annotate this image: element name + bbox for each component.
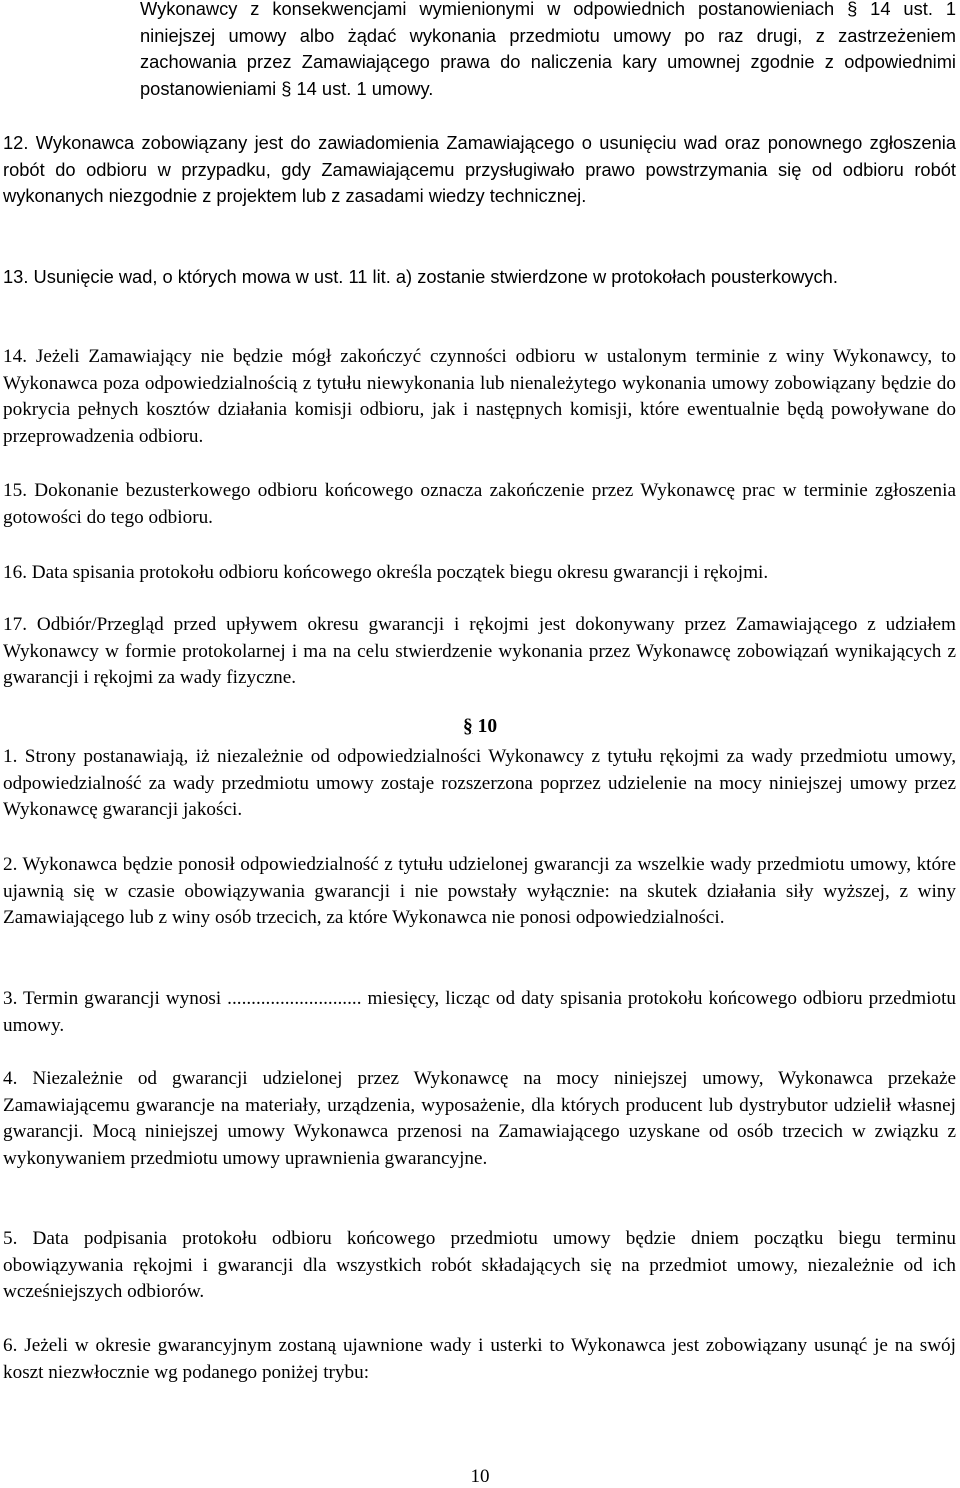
paragraph-17: 17. Odbiór/Przegląd przed upływem okresu gwarancji i rękojmi jest dokonywany przez Zamawiającego z udziałem Wykonawcy w formie protokolarnej i ma na celu stwierdzenie wykonania przez Wykonawcę zobowiązań wynikających z gwarancji i rękojmi za wady fizyczne. — [3, 614, 956, 689]
paragraph-continuation: Wykonawcy z konsekwencjami wymienionymi w odpowiednich postanowieniach § 14 ust. 1 niniejszej umowy albo żądać wykonania przedmiotu umowy po raz drugi, z zastrzeżeniem zachowania przez Zamawiającego prawa do naliczenia kary umownej zgodnie z odpowiednimi postanowieniami § 14 ust. 1 umowy. — [140, 0, 956, 100]
paragraph-13: 13. Usunięcie wad, o których mowa w ust. 11 lit. a) zostanie stwierdzone w protokołach pousterkowych. — [3, 266, 838, 287]
paragraph-12: 12. Wykonawca zobowiązany jest do zawiadomienia Zamawiającego o usunięciu wad oraz ponownego zgłoszenia robót do odbioru w przypadku, gdy Zamawiającemu przysługiwało prawo powstrzymania się od odbioru robót wykonanych niezgodnie z projektem lub z zasadami wiedzy technicznej. — [3, 132, 956, 207]
section-heading — [0, 716, 960, 738]
paragraph-15: 15. Dokonanie bezusterkowego odbioru końcowego oznacza zakończenie przez Wykonawcę prac w terminie zgłoszenia gotowości do tego odbioru. — [3, 480, 956, 528]
section10-paragraph-2: 2. Wykonawca będzie ponosił odpowiedzialność z tytułu udzielonej gwarancji za wszelkie wady przedmiotu umowy, które ujawnią się w czasie obowiązywania gwarancji i nie powstały wyłącznie: na skutek działania siły wyższej, z winy Zamawiającego lub z winy osób trzecich, za które Wykonawca nie ponosi odpowiedzialności. — [3, 854, 956, 929]
section-number: 10 — [477, 716, 498, 737]
section10-paragraph-3: 3. Termin gwarancji wynosi ............................ miesięcy, licząc od daty spisania protokołu końcowego odbioru przedmiotu umowy. — [3, 988, 956, 1036]
page-number: 10 — [470, 1466, 490, 1487]
section10-paragraph-4: 4. Niezależnie od gwarancji udzielonej przez Wykonawcę na mocy niniejszej umowy, Wykonawca przekaże Zamawiającemu gwarancje na materiały, urządzenia, wyposażenie, dla których producent lub dystrybutor udzielił własnej gwarancji. Mocą niniejszej umowy Wykonawca przenosi na Zamawiającego uzyskane od osób trzecich w związku z wykonywaniem przedmiotu umowy uprawnienia gwarancyjne. — [3, 1068, 956, 1170]
section10-paragraph-6: 6. Jeżeli w okresie gwarancyjnym zostaną ujawnione wady i usterki to Wykonawca jest zobowiązany usunąć je na swój koszt niezwłocznie wg podanego poniżej trybu: — [3, 1335, 956, 1383]
section10-paragraph-5: 5. Data podpisania protokołu odbioru końcowego przedmiotu umowy będzie dniem początku biegu terminu obowiązywania rękojmi i gwarancji dla wszystkich robót składających się na przedmiot umowy, niezależnie od ich wcześniejszych odbiorów. — [3, 1228, 956, 1303]
section10-paragraph-1: 1. Strony postanawiają, iż niezależnie od odpowiedzialności Wykonawcy z tytułu rękojmi za wady przedmiotu umowy, odpowiedzialność za wady przedmiotu umowy zostaje rozszerzona poprzez udzielenie na mocy niniejszej umowy przez Wykonawcę gwarancji jakości. — [3, 746, 956, 821]
paragraph-16: 16. Data spisania protokołu odbioru końcowego określa początek biegu okresu gwarancji i rękojmi. — [3, 562, 769, 583]
section-symbol: § — [462, 716, 473, 737]
paragraph-14: 14. Jeżeli Zamawiający nie będzie mógł zakończyć czynności odbioru w ustalonym terminie z winy Wykonawcy, to Wykonawca poza odpowiedzialnością z tytułu niewykonania lub nienależytego wykonania umowy zobowiązany będzie do pokrycia pełnych kosztów działania komisji odbioru, jak i następnych komisji, które ewentualnie będą powoływane do przeprowadzenia odbioru. — [3, 346, 956, 448]
